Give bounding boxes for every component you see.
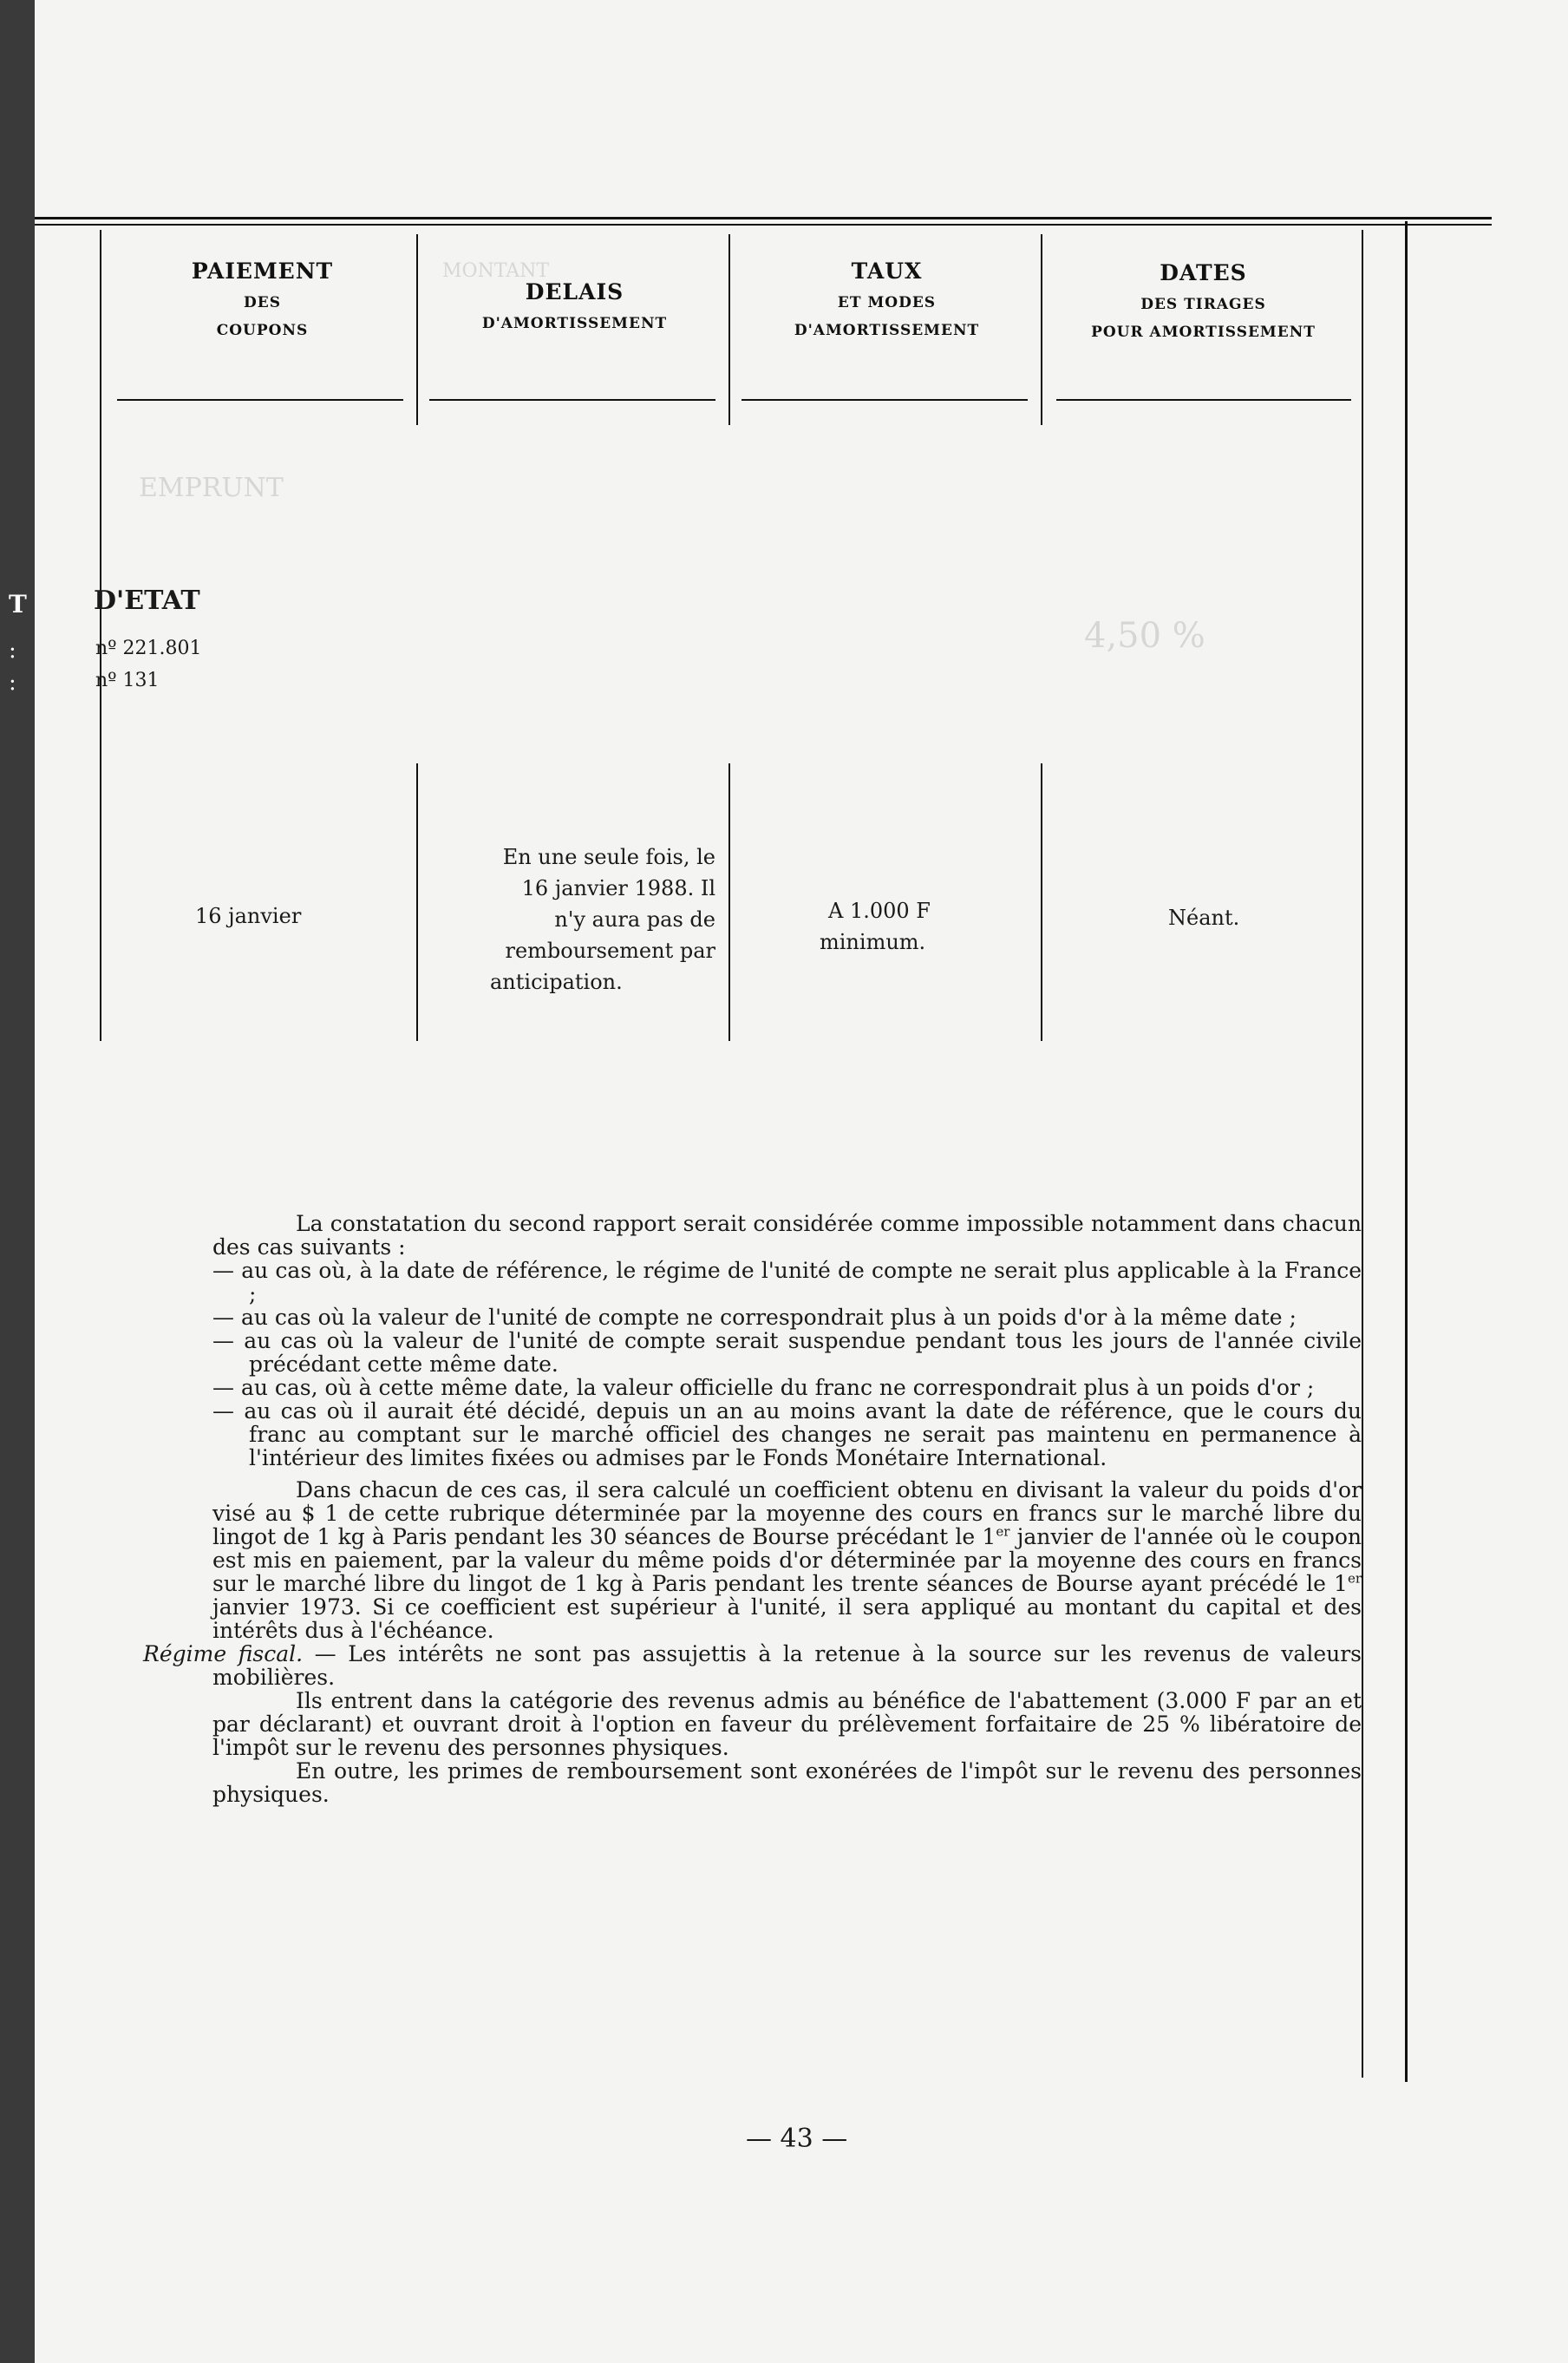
col-line-2b xyxy=(728,763,730,1041)
document-page xyxy=(9,0,1568,2363)
ghost-text: EMPRUNT xyxy=(139,473,284,503)
header-paiement: PAIEMENT DES COUPONS xyxy=(191,259,334,339)
col-line-3a xyxy=(1041,234,1042,425)
col-line-0 xyxy=(100,230,101,1041)
header-delais: DELAIS D'AMORTISSEMENT xyxy=(481,279,668,332)
col-line-3b xyxy=(1041,763,1042,1041)
cell-delais: En une seule fois, le 16 janvier 1988. Il n'y aura pas de remboursement par anticipation. xyxy=(490,845,715,994)
cell-taux: A 1.000 F minimum. xyxy=(820,899,931,954)
paragraph-primes: En outre, les primes de remboursement sont exonérées de l'impôt sur le revenu des personnes physiques. xyxy=(212,1758,1362,1807)
margin-no-2: nº 131 xyxy=(95,670,160,691)
list-item: — au cas où il aurait été décidé, depuis un an au moins avant la date de référence, que le cours du franc au comptant sur le marché officiel des changes ne serait pas maintenu en permanence à l'intérieur des limites fixées ou admises par le Fonds Monétaire International. xyxy=(212,1398,1362,1470)
ghost-text: 4,50 % xyxy=(1084,616,1205,656)
list-item: — au cas où, à la date de référence, le régime de l'unité de compte ne serait plus applicable à la France ; xyxy=(212,1258,1362,1306)
col-line-4 xyxy=(1362,230,1363,2078)
paragraph-abattement: Ils entrent dans la catégorie des revenus admis au bénéfice de l'abattement (3.000 F par an et par déclarant) et ouvrant droit à l'option en faveur du prélèvement forfaitaire de 25 % libératoire de l'impôt sur le revenu des personnes physiques. xyxy=(212,1688,1362,1760)
header-rule-1 xyxy=(117,399,403,401)
cell-dates: Néant. xyxy=(1168,906,1240,930)
body-text xyxy=(143,1211,1362,1807)
list-item: — au cas où la valeur de l'unité de compte ne correspondrait plus à un poids d'or à la même date ; xyxy=(212,1305,1297,1330)
margin-colon-1: : xyxy=(9,638,16,664)
top-rule xyxy=(35,217,1492,219)
binding-shadow xyxy=(0,0,35,2363)
header-rule-4 xyxy=(1056,399,1351,401)
margin-detat: D'ETAT xyxy=(94,586,200,616)
paragraph-constatation: La constatation du second rapport serait considérée comme impossible notamment dans chacun des cas suivants : xyxy=(212,1211,1362,1260)
list-item: — au cas, où à cette même date, la valeur officielle du franc ne correspondrait plus à un poids d'or ; xyxy=(212,1375,1315,1400)
margin-no-1: nº 221.801 xyxy=(95,638,202,659)
ghost-text: MONTANT xyxy=(442,260,550,282)
col-line-2a xyxy=(728,234,730,425)
margin-colon-2: : xyxy=(9,670,16,696)
col-line-1a xyxy=(416,234,418,425)
cell-paiement: 16 janvier xyxy=(195,904,302,928)
header-rule-3 xyxy=(742,399,1028,401)
header-rule-2 xyxy=(429,399,715,401)
list-item: — au cas où la valeur de l'unité de compte serait suspendue pendant tous les jours de l'année civile précédant cette même date. xyxy=(212,1328,1362,1377)
regime-label: Régime fiscal. xyxy=(143,1641,304,1666)
header-taux: TAUX ET MODES D'AMORTISSEMENT xyxy=(794,259,980,339)
paragraph-coefficient: Dans chacun de ces cas, il sera calculé un coefficient obtenu en divisant la valeur du poids d'or visé au $ 1 de cette rubrique déterminée par la moyenne des cours en francs sur le marché libre du lingot de 1 kg à Paris pendant les 30 séances de Bourse précédant le 1er janvier de l'année où le coupon est mis en paiement, par la valeur du même poids d'or déterminée par la moyenne des cours en francs sur le marché libre du lingot de 1 kg à Paris pendant les trente séances de Bourse ayant précédé le 1er janvier 1973. Si ce coefficient est supérieur à l'unité, il sera appliqué au montant du capital et des intérêts dus à l'échéance. xyxy=(212,1477,1362,1643)
margin-t: T xyxy=(9,590,27,619)
page-number: — 43 — xyxy=(746,2124,848,2154)
header-dates: DATES DES TIRAGES POUR AMORTISSEMENT xyxy=(1091,260,1316,341)
paragraph-regime: Régime fiscal. — Les intérêts ne sont pas assujettis à la retenue à la source sur les revenus de valeurs mobilières. xyxy=(143,1641,1362,1690)
col-line-1b xyxy=(416,763,418,1041)
